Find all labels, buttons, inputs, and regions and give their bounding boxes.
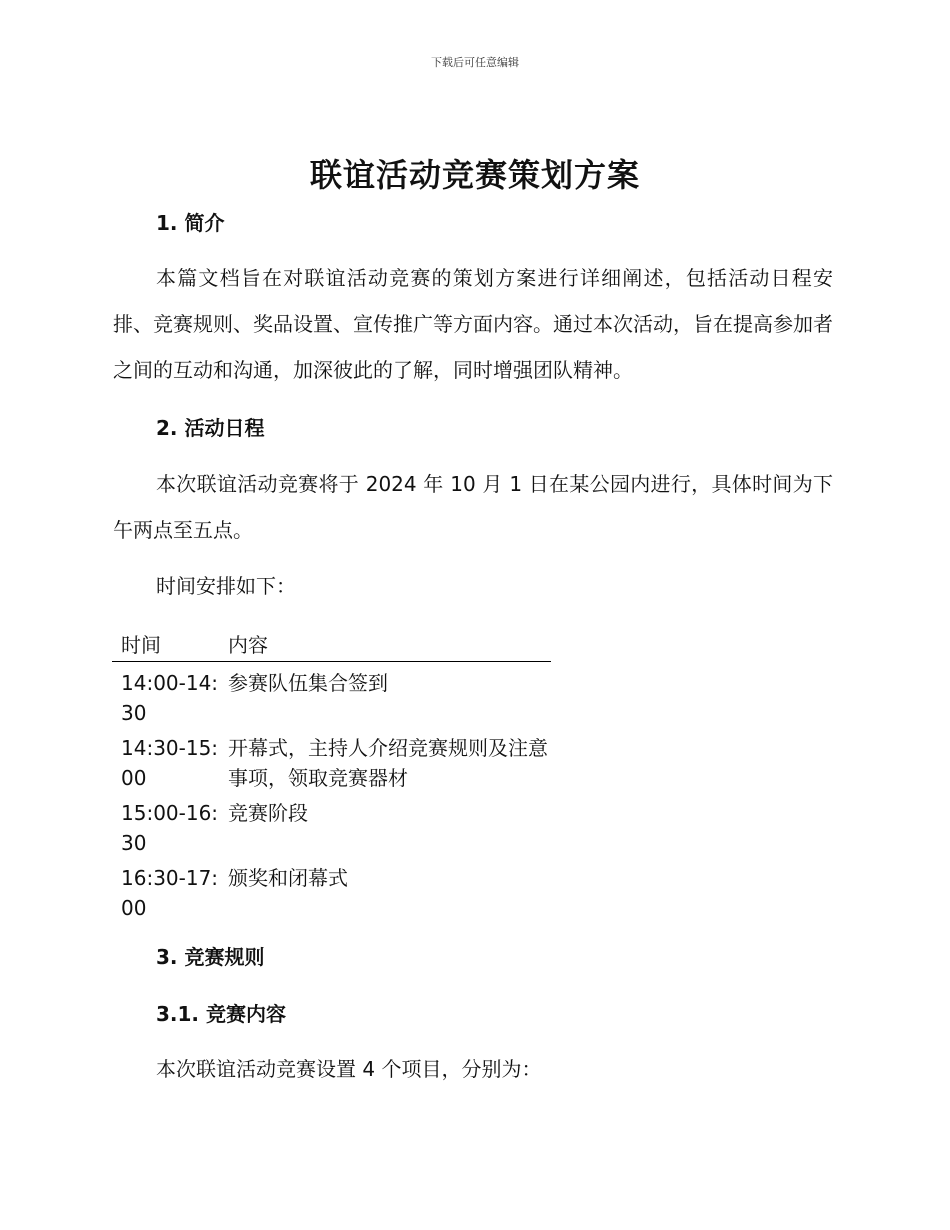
table-row — [112, 792, 551, 857]
table-header-time: 时间 — [121, 633, 161, 657]
content-paragraph: 本次联谊活动竞赛设置 4 个项目，分别为： — [156, 1057, 542, 1081]
table-cell-time: 15:00-16:30 — [121, 801, 219, 855]
table-cell-time: 14:30-15:00 — [121, 736, 219, 790]
table-cell-content: 参赛队伍集合签到 — [228, 671, 388, 695]
table-row — [112, 727, 551, 792]
schedule-paragraph: 本次联谊活动竞赛将于 2024 年 10 月 1 日在某公园内进行，具体时间为下午两点至五点。 — [113, 472, 833, 542]
table-row — [112, 857, 551, 922]
schedule-table — [112, 630, 551, 922]
section-heading-rules: 3. 竞赛规则 — [156, 945, 265, 969]
header-note: 下载后可任意编辑 — [431, 56, 519, 69]
table-cell-time: 16:30-17:00 — [121, 866, 219, 920]
section-heading-intro: 1. 简介 — [156, 211, 225, 235]
document-title: 联谊活动竞赛策划方案 — [309, 156, 640, 194]
table-header-row — [112, 630, 551, 662]
table-cell-content: 开幕式，主持人介绍竞赛规则及注意事项，领取竞赛器材 — [228, 736, 548, 790]
schedule-intro: 时间安排如下： — [156, 574, 296, 598]
table-cell-content: 颁奖和闭幕式 — [228, 866, 348, 890]
table-cell-time: 14:00-14:30 — [121, 671, 219, 725]
table-header-content: 内容 — [228, 633, 268, 657]
section-heading-schedule: 2. 活动日程 — [156, 416, 265, 440]
table-cell-content: 竞赛阶段 — [228, 801, 308, 825]
table-row — [112, 662, 551, 727]
subsection-heading-content: 3.1. 竞赛内容 — [156, 1002, 286, 1026]
intro-paragraph: 本篇文档旨在对联谊活动竞赛的策划方案进行详细阐述，包括活动日程安排、竞赛规则、奖品设置、宣传推广等方面内容。通过本次活动，旨在提高参加者之间的互动和沟通，加深彼此的了解，同时增强团队精神。 — [113, 266, 833, 382]
